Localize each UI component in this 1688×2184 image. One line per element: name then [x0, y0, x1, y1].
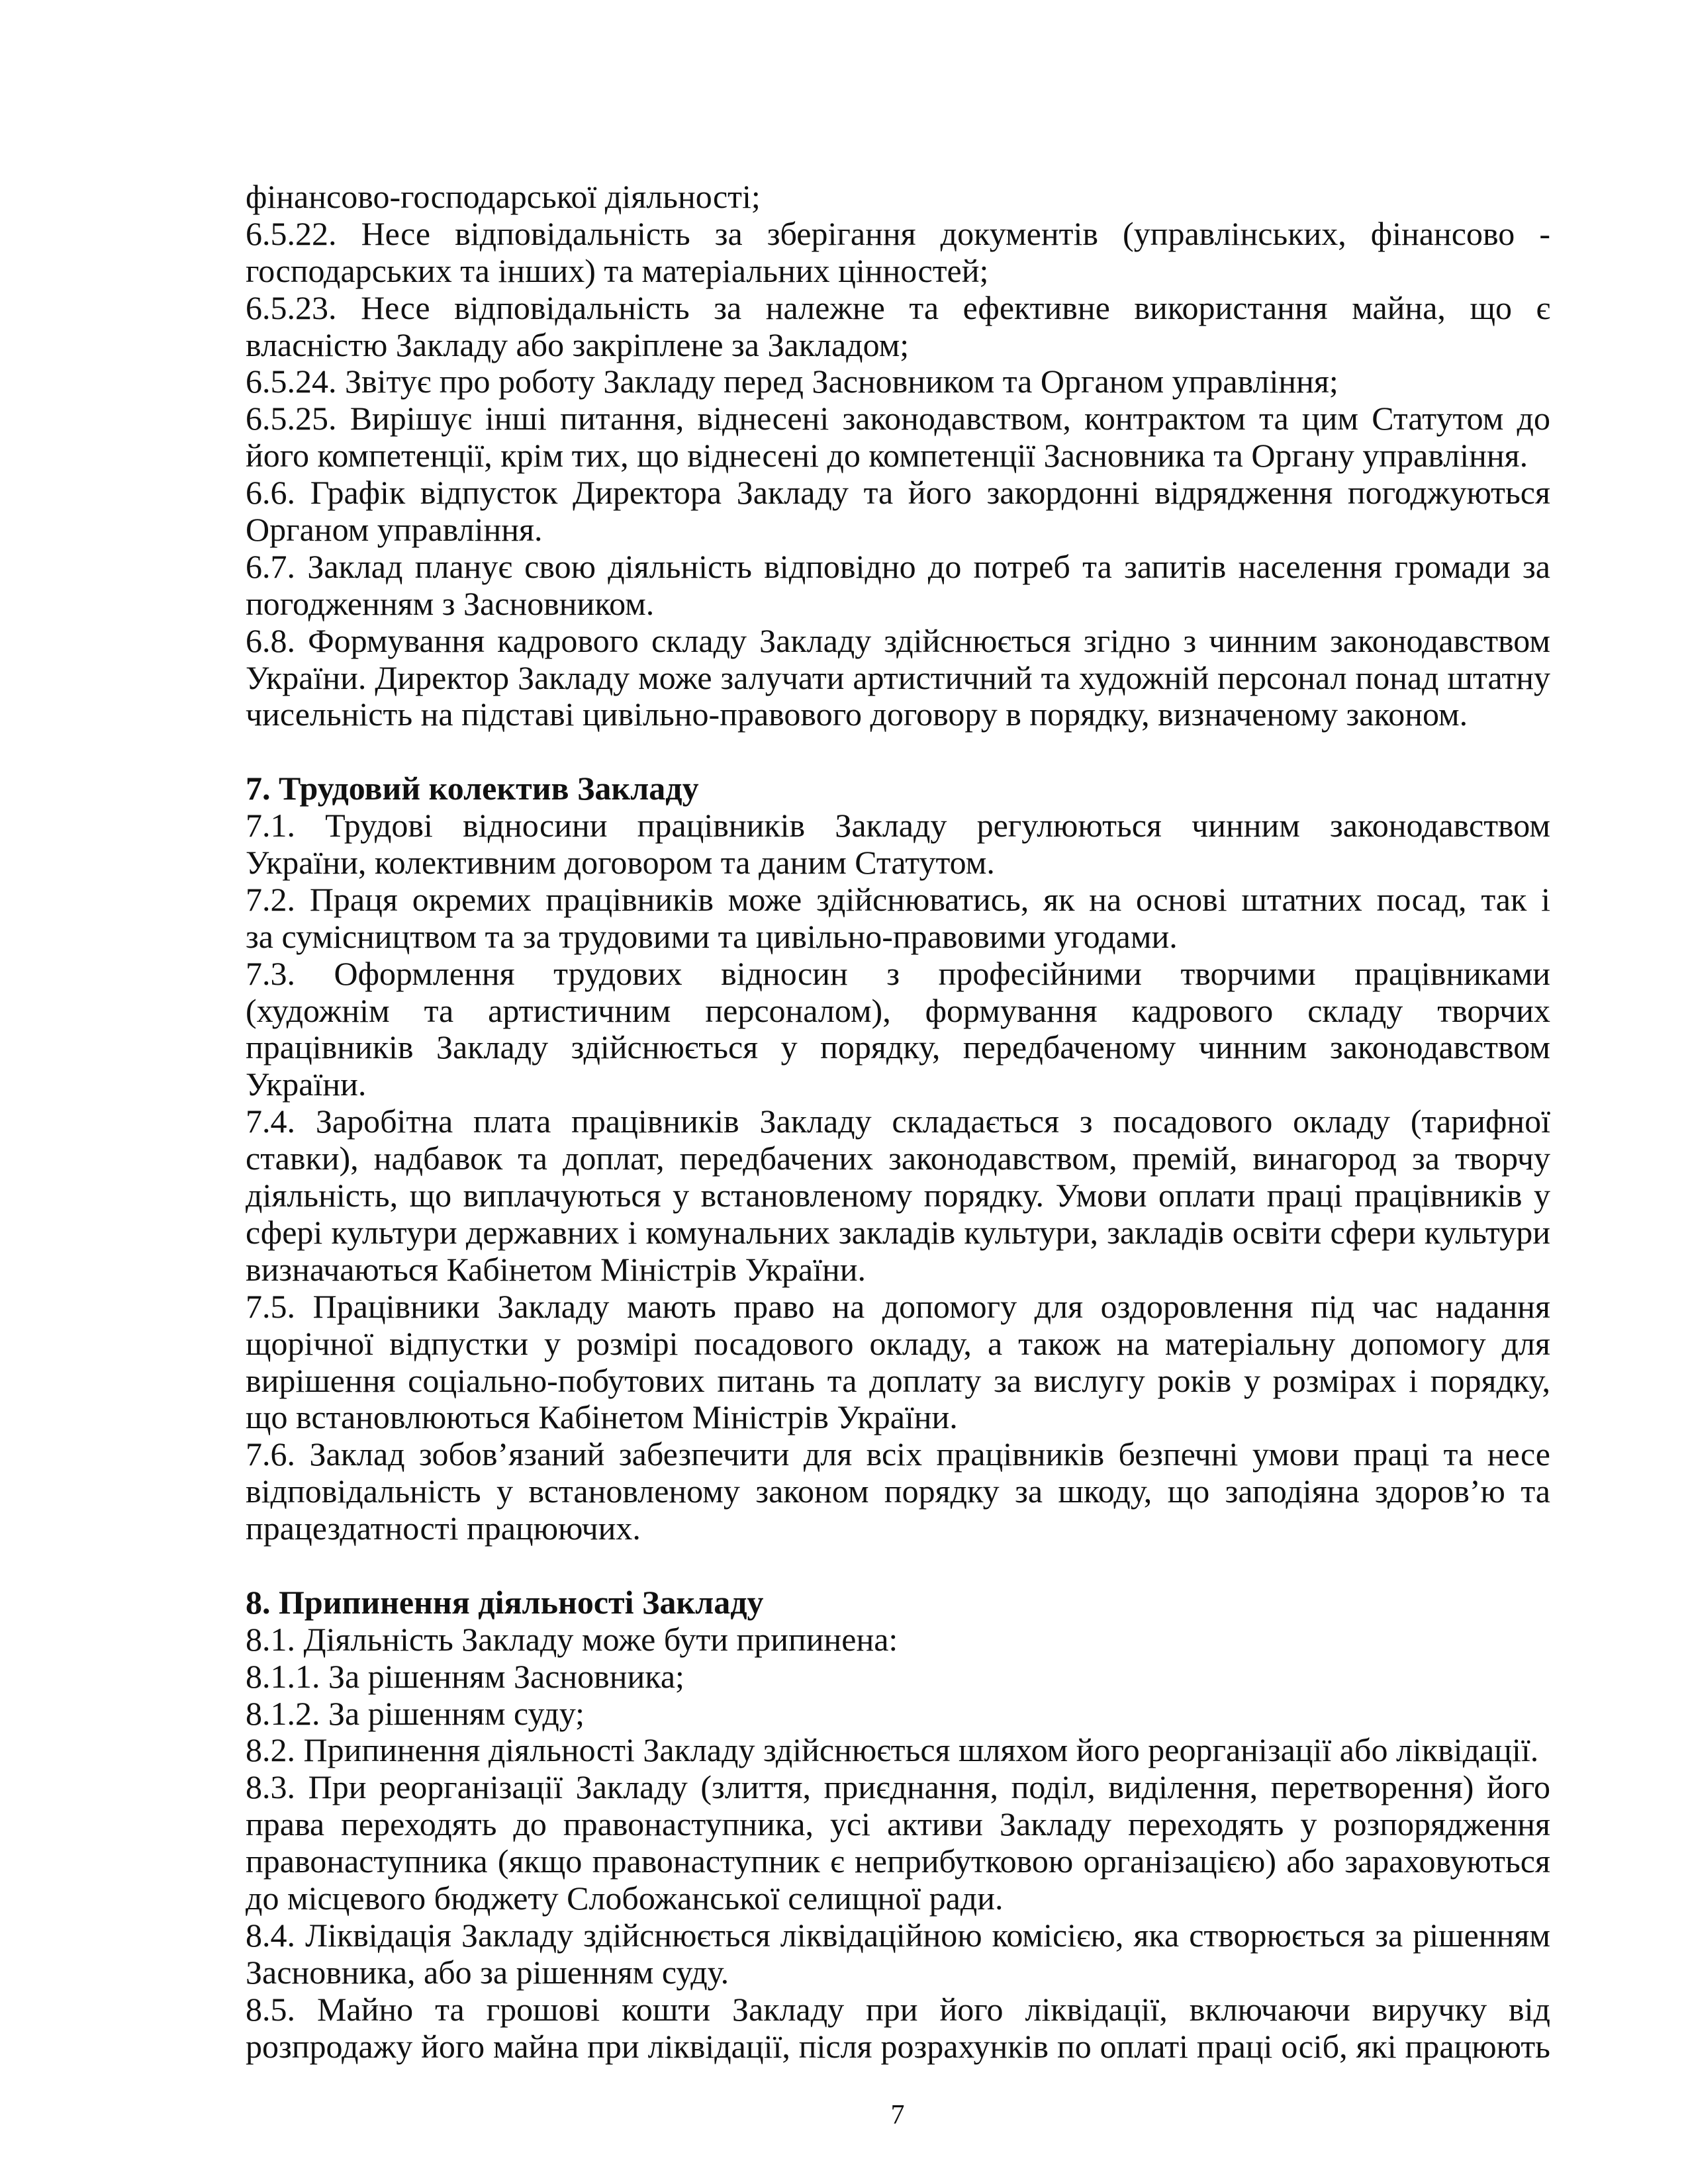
paragraph — [246, 549, 1550, 623]
paragraph — [246, 179, 1550, 216]
text-line: 6.8. Формування кадрового складу Закладу здійснюється згідно з чинним законодавством — [246, 622, 1550, 659]
text-line: працівників Закладу здійснюється у порядку, передбаченому чинним законодавством — [246, 1029, 1550, 1066]
text-line: 7. Трудовий колектив Закладу — [246, 770, 699, 807]
text-line: України. Директор Закладу може залучати артистичний та художній персонал понад штатну — [246, 659, 1550, 696]
paragraph — [246, 1917, 1550, 1991]
text-line: 6.5.25. Вирішує інші питання, віднесені законодавством, контрактом та цим Статутом до — [246, 400, 1550, 437]
text-line: за сумісництвом та за трудовими та цивільно-правовими угодами. — [246, 917, 1178, 955]
text-line: 6.5.23. Несе відповідальність за належне та ефективне використання майна, що є — [246, 289, 1550, 326]
section-heading — [246, 770, 1550, 807]
text-line: 8.1.2. За рішенням суду; — [246, 1694, 585, 1732]
text-line: діяльність, що виплачуються у встановленому порядку. Умови оплати праці працівників у — [246, 1177, 1550, 1214]
section-heading — [246, 1584, 1550, 1621]
text-line: 7.5. Працівники Закладу мають право на допомогу для оздоровлення під час надання — [246, 1288, 1550, 1325]
text-line: 8.5. Майно та грошові кошти Закладу при його ліквідації, включаючи виручку від — [246, 1991, 1550, 2028]
text-line: працездатності працюючих. — [246, 1510, 641, 1547]
text-line: 7.3. Оформлення трудових відносин з професійними творчими працівниками — [246, 955, 1550, 992]
paragraph — [246, 882, 1550, 956]
paragraph — [246, 623, 1550, 734]
text-line: 7.6. Заклад зобов’язаний забезпечити для всіх працівників безпечні умови праці та несе — [246, 1436, 1550, 1473]
text-line: 8. Припинення діяльності Закладу — [246, 1583, 764, 1621]
text-line: ставки), надбавок та доплат, передбачених законодавством, премій, винагород за творчу — [246, 1140, 1550, 1177]
text-line: до місцевого бюджету Слобожанської селищної ради. — [246, 1879, 1004, 1917]
text-line: що встановлюються Кабінетом Міністрів України. — [246, 1398, 958, 1436]
page-number: 7 — [890, 2100, 905, 2130]
text-line: чисельність на підставі цивільно-правового договору в порядку, визначеному законом. — [246, 696, 1468, 733]
text-line: визначаються Кабінетом Міністрів України. — [246, 1250, 867, 1288]
paragraph — [246, 1289, 1550, 1437]
text-line: вирішення соціально-побутових питань та доплату за вислугу років у розмірах і порядку, — [246, 1362, 1550, 1399]
text-line: відповідальність у встановленому законом порядку за шкоду, що заподіяна здоров’ю та — [246, 1473, 1550, 1510]
paragraph — [246, 956, 1550, 1104]
paragraph — [246, 216, 1550, 290]
paragraph — [246, 1436, 1550, 1547]
paragraph — [246, 363, 1550, 400]
text-line: погодженням з Засновником. — [246, 584, 655, 622]
paragraph-spacer — [246, 1547, 1550, 1584]
text-line: (художнім та артистичним персоналом), формування кадрового складу творчих — [246, 992, 1550, 1029]
text-line: 7.4. Заробітна плата працівників Закладу складається з посадового окладу (тарифної — [246, 1103, 1550, 1140]
text-line: 7.2. Праця окремих працівників може здійснюватись, як на основі штатних посад, так і — [246, 881, 1550, 918]
text-line: Засновника, або за рішенням суду. — [246, 1953, 729, 1991]
text-line: 8.1.1. За рішенням Засновника; — [246, 1657, 684, 1695]
paragraph — [246, 1103, 1550, 1288]
text-line: 6.5.24. Звітує про роботу Закладу перед Засновником та Органом управління; — [246, 363, 1338, 400]
text-line: 6.6. Графік відпусток Директора Закладу та його закордонні відрядження погоджуються — [246, 475, 1550, 512]
text-line: розпродажу його майна при ліквідації, після розрахунків по оплаті праці осіб, які працюють — [246, 2028, 1550, 2065]
text-line: власністю Закладу або закріплене за Закладом; — [246, 326, 910, 363]
paragraph — [246, 1732, 1550, 1769]
text-line: 8.1. Діяльність Закладу може бути припинена: — [246, 1620, 898, 1658]
paragraph — [246, 1769, 1550, 1917]
document-body — [246, 179, 1550, 2065]
text-line: щорічної відпустки у розмірі посадового окладу, а також на матеріальну допомогу для — [246, 1325, 1550, 1362]
paragraph-spacer — [246, 733, 1550, 770]
text-line: 7.1. Трудові відносини працівників Закладу регулюються чинним законодавством — [246, 807, 1550, 844]
text-line: сфері культури державних і комунальних закладів культури, закладів освіти сфери культури — [246, 1214, 1550, 1251]
paragraph — [246, 475, 1550, 549]
text-line: правонаступника (якщо правонаступник є неприбутковою організацією) або зараховуються — [246, 1843, 1550, 1880]
text-line: України, колективним договором та даним Статутом. — [246, 844, 995, 882]
text-line: фінансово-господарської діяльності; — [246, 178, 761, 215]
text-line: господарських та інших) та матеріальних цінностей; — [246, 251, 989, 289]
paragraph — [246, 1621, 1550, 1659]
text-line: 6.7. Заклад планує свою діяльність відповідно до потреб та запитів населення громади за — [246, 548, 1550, 585]
text-line: 8.4. Ліквідація Закладу здійснюється ліквідаційною комісією, яка створюється за рішенням — [246, 1917, 1550, 1954]
text-line: права переходять до правонаступника, усі активи Закладу переходять у розпорядження — [246, 1806, 1550, 1843]
text-line: його компетенції, крім тих, що віднесені до компетенції Засновника та Органу управління. — [246, 437, 1528, 475]
text-line: 8.3. При реорганізації Закладу (злиття, приєднання, поділ, виділення, перетворення) його — [246, 1769, 1550, 1806]
text-line: 6.5.22. Несе відповідальність за зберігання документів (управлінських, фінансово - — [246, 215, 1550, 252]
paragraph — [246, 1991, 1550, 2066]
paragraph — [246, 807, 1550, 882]
text-line: України. — [246, 1066, 367, 1103]
text-line: Органом управління. — [246, 511, 543, 549]
paragraph — [246, 1696, 1550, 1733]
paragraph — [246, 1659, 1550, 1696]
paragraph — [246, 400, 1550, 475]
text-line: 8.2. Припинення діяльності Закладу здійснюється шляхом його реорганізації або ліквідації. — [246, 1731, 1539, 1769]
paragraph — [246, 290, 1550, 364]
